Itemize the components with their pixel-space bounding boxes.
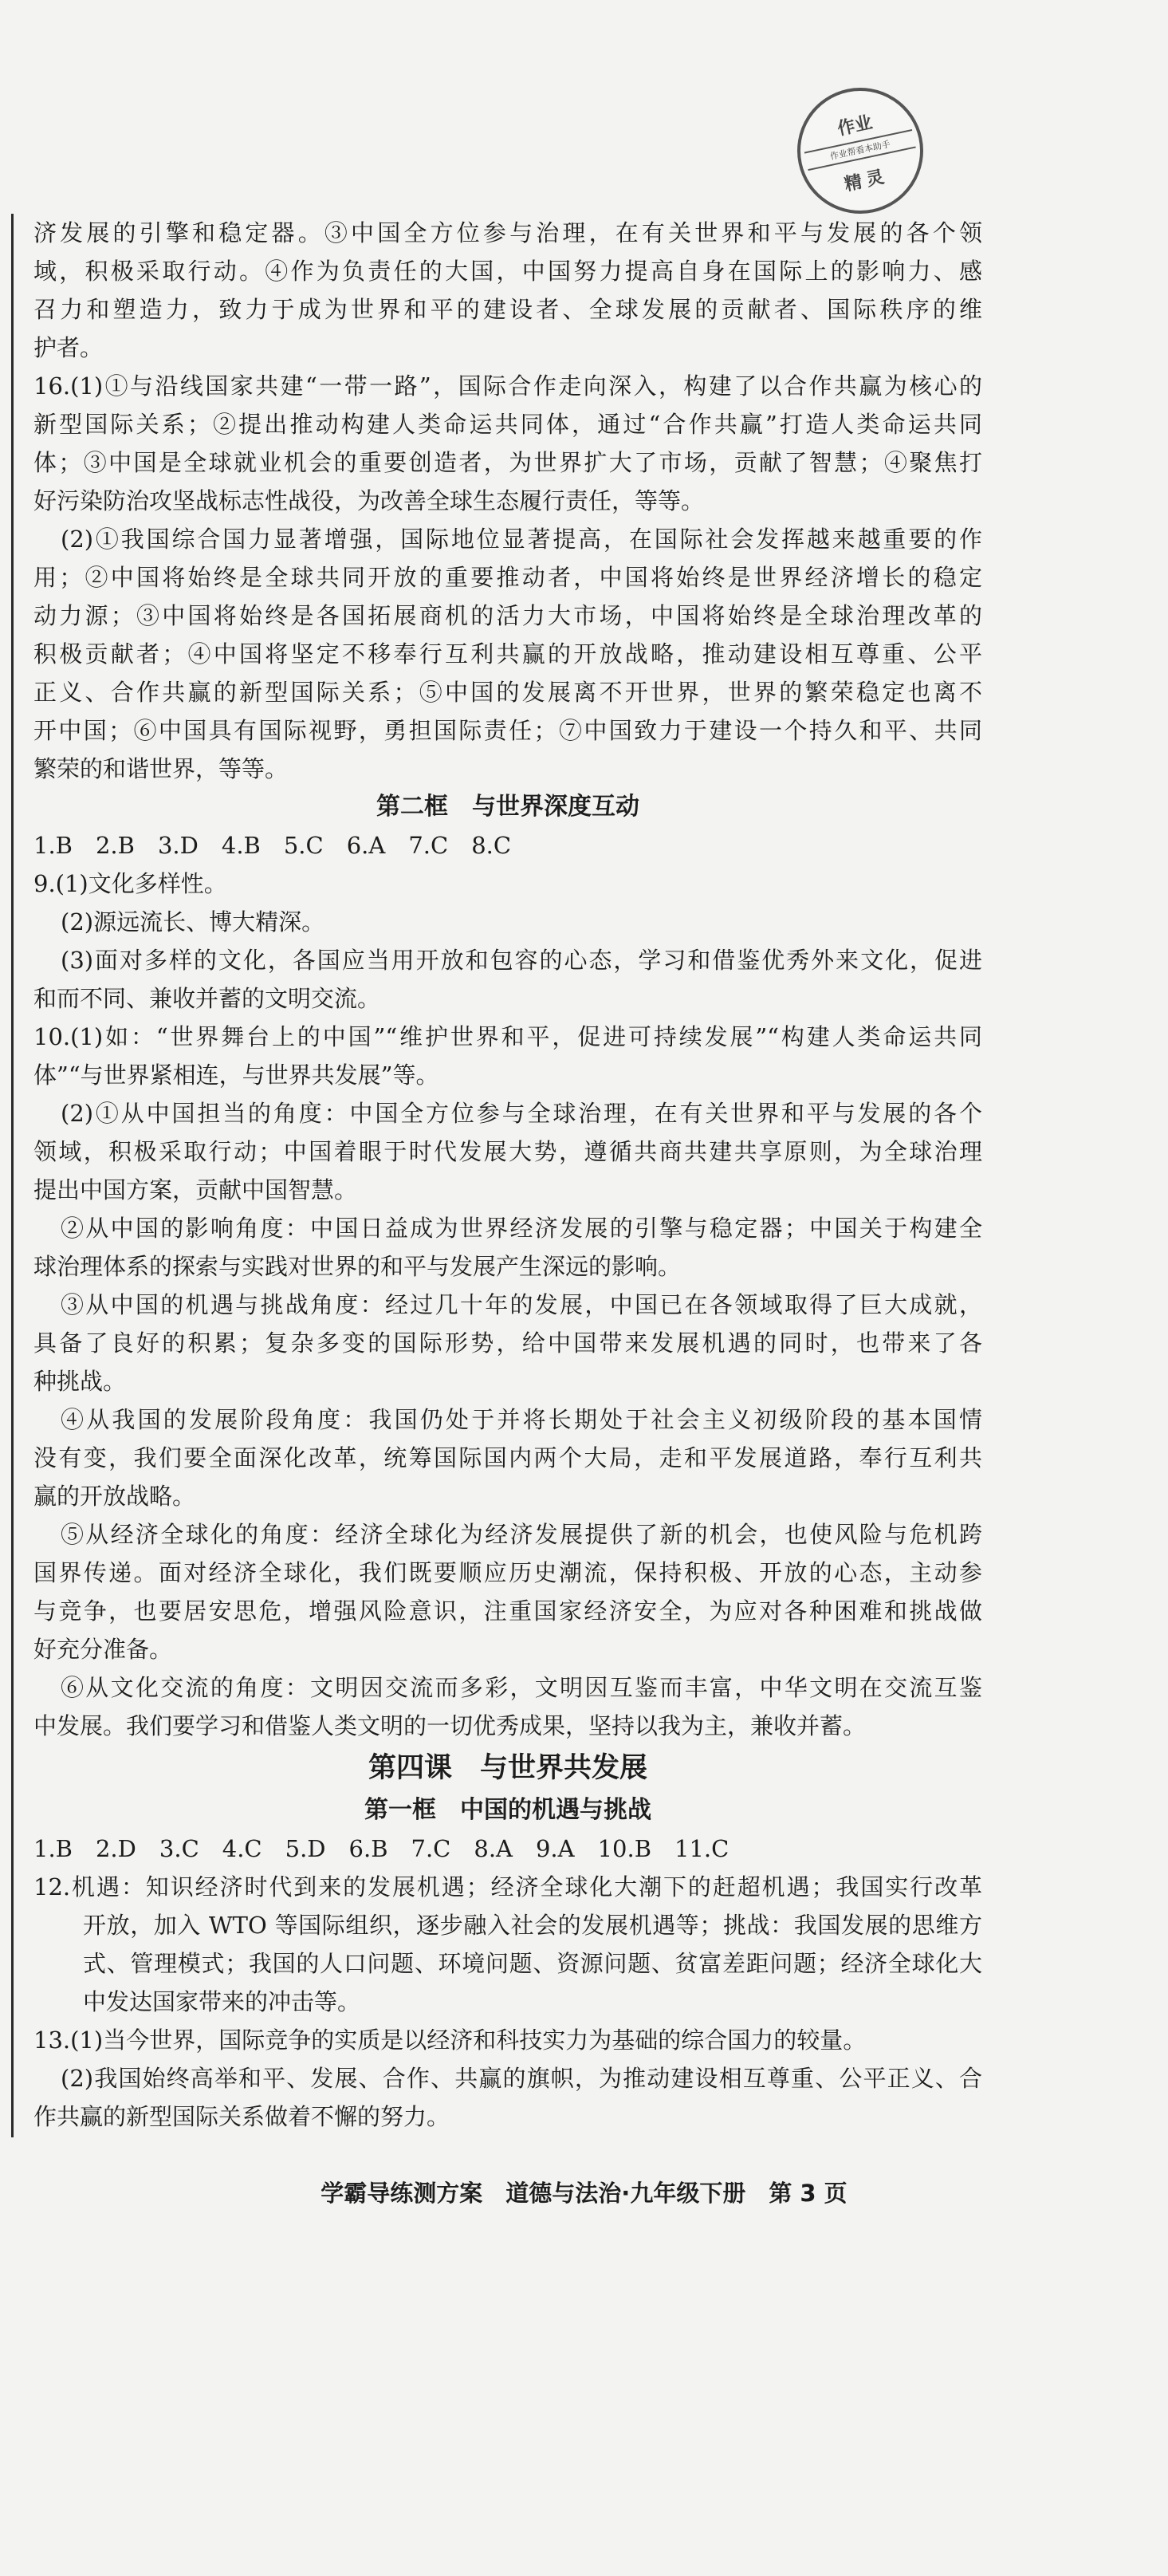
text-line: (3)面对多样的文化，各国应当用开放和包容的心态，学习和借鉴优秀外来文化，促进 <box>61 947 982 974</box>
text-line: 12.机遇：知识经济时代到来的发展机遇；经济全球化大潮下的赶超机遇；我国实行改革 <box>33 1873 982 1900</box>
text-line: 济发展的引擎和稳定器。③中国全方位参与治理，在有关世界和平与发展的各个领 <box>33 219 982 246</box>
page-footer: 学霸导练测方案 道德与法治·九年级下册 第 3 页 <box>321 2180 847 2207</box>
text-line: ②从中国的影响角度：中国日益成为世界经济发展的引擎与稳定器；中国关于构建全 <box>61 1215 982 1242</box>
text-line: 新型国际关系；②提出推动构建人类命运共同体，通过“合作共赢”打造人类命运共同 <box>33 411 982 438</box>
text-line: 护者。 <box>33 334 104 361</box>
text-line: 积极贡献者；④中国将坚定不移奉行互利共赢的开放战略，推动建设相互尊重、公平 <box>33 640 982 668</box>
section-heading: 第四课 与世界共发展 <box>368 1752 647 1784</box>
text-line: 提出中国方案，贡献中国智慧。 <box>33 1176 358 1203</box>
text-line: ③从中国的机遇与挑战角度：经过几十年的发展，中国已在各领域取得了巨大成就， <box>61 1291 982 1318</box>
margin-rule <box>11 214 14 2137</box>
text-line: 与竞争，也要居安思危，增强风险意识，注重国家经济安全，为应对各种困难和挑战做 <box>33 1597 982 1625</box>
text-line: (2)我国始终高举和平、发展、合作、共赢的旗帜，为推动建设相互尊重、公平正义、合 <box>61 2065 982 2092</box>
text-line: 开放，加入 WTO 等国际组织，逐步融入社会的发展机遇等；挑战：我国发展的思维方 <box>83 1912 982 1939</box>
text-line: 具备了良好的积累；复杂多变的国际形势，给中国带来发展机遇的同时，也带来了各 <box>33 1329 982 1357</box>
text-line: 式、管理模式；我国的人口问题、环境问题、资源问题、贫富差距问题；经济全球化大 <box>83 1950 982 1977</box>
text-line: (2)源远流长、博大精深。 <box>61 908 325 935</box>
text-line: 领域，积极采取行动；中国着眼于时代发展大势，遵循共商共建共享原则，为全球治理 <box>33 1138 982 1165</box>
text-line: 繁荣的和谐世界，等等。 <box>33 755 289 782</box>
text-line: 和而不同、兼收并蓄的文明交流。 <box>33 985 381 1012</box>
text-line: 体”“与世界紧相连，与世界共发展”等。 <box>33 1062 439 1089</box>
text-line: 13.(1)当今世界，国际竞争的实质是以经济和科技实力为基础的综合国力的较量。 <box>33 2027 867 2054</box>
text-line: 球治理体系的探索与实践对世界的和平与发展产生深远的影响。 <box>33 1253 682 1280</box>
stamp-line-3: 精灵 <box>842 165 891 195</box>
text-line: 作共赢的新型国际关系做着不懈的努力。 <box>33 2103 450 2130</box>
text-line: 国界传递。面对经济全球化，我们既要顺应历史潮流，保持积极、开放的心态，主动参 <box>33 1559 982 1586</box>
text-line: 好污染防治攻坚战标志性战役，为改善全球生态履行责任，等等。 <box>33 487 705 514</box>
text-line: 好充分准备。 <box>33 1636 173 1663</box>
text-line: 开中国；⑥中国具有国际视野，勇担国际责任；⑦中国致力于建设一个持久和平、共同 <box>33 717 982 744</box>
text-line: 用；②中国将始终是全球共同开放的重要推动者，中国将始终是世界经济增长的稳定 <box>33 564 982 591</box>
text-line: ④从我国的发展阶段角度：我国仍处于并将长期处于社会主义初级阶段的基本国情 <box>61 1406 982 1433</box>
text-line: 16.(1)①与沿线国家共建“一带一路”，国际合作走向深入，构建了以合作共赢为核心的 <box>33 372 982 400</box>
text-line: (2)①从中国担当的角度：中国全方位参与全球治理，在有关世界和平与发展的各个 <box>61 1100 982 1127</box>
homework-helper-stamp <box>785 76 934 225</box>
section-heading: 第二框 与世界深度互动 <box>376 793 639 821</box>
text-line: 动力源；③中国将始终是各国拓展商机的活力大市场，中国将始终是全球治理改革的 <box>33 602 982 629</box>
text-line: 域，积极采取行动。④作为负责任的大国，中国努力提高自身在国际上的影响力、感 <box>33 258 982 285</box>
text-line: 9.(1)文化多样性。 <box>33 870 227 897</box>
text-line: (2)①我国综合国力显著增强，国际地位显著提高，在国际社会发挥越来越重要的作 <box>61 526 982 553</box>
text-line: 10.(1)如：“世界舞台上的中国”“维护世界和平，促进可持续发展”“构建人类命运共同 <box>33 1023 982 1050</box>
text-line: 没有变，我们要全面深化改革，统筹国际国内两个大局，走和平发展道路，奉行互利共 <box>33 1444 982 1471</box>
stamp-line-2: 作业帮看本助手 <box>804 129 916 171</box>
text-line: 中发展。我们要学习和借鉴人类文明的一切优秀成果，坚持以我为主，兼收并蓄。 <box>33 1712 867 1739</box>
text-line: 中发达国家带来的冲击等。 <box>83 1988 361 2015</box>
text-line: 召力和塑造力，致力于成为世界和平的建设者、全球发展的贡献者、国际秩序的维 <box>33 296 982 323</box>
text-line: ⑥从文化交流的角度：文明因交流而多彩，文明因互鉴而丰富，中华文明在交流互鉴 <box>61 1674 982 1701</box>
text-line: 体；③中国是全球就业机会的重要创造者，为世界扩大了市场，贡献了智慧；④聚焦打 <box>33 449 982 476</box>
text-line: 1.B 2.D 3.C 4.C 5.D 6.B 7.C 8.A 9.A 10.B 11.C <box>33 1835 730 1862</box>
text-line: 赢的开放战略。 <box>33 1483 196 1510</box>
section-heading: 第一框 中国的机遇与挑战 <box>364 1796 651 1824</box>
text-line: 种挑战。 <box>33 1368 127 1395</box>
stamp-line-1: 作业 <box>836 112 875 140</box>
text-line: ⑤从经济全球化的角度：经济全球化为经济发展提供了新的机会，也使风险与危机跨 <box>61 1521 982 1548</box>
text-line: 正义、合作共赢的新型国际关系；⑤中国的发展离不开世界，世界的繁荣稳定也离不 <box>33 679 982 706</box>
answer-content <box>33 214 982 2136</box>
text-line: 1.B 2.B 3.D 4.B 5.C 6.A 7.C 8.C <box>33 832 512 859</box>
